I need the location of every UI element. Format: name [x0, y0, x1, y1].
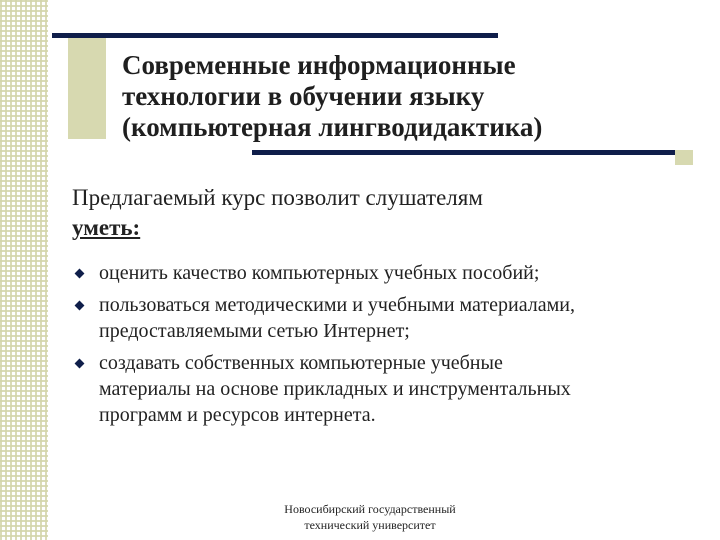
olive-accent-block	[68, 38, 106, 139]
list-item-text: оценить качество компьютерных учебных пособий;	[99, 262, 540, 284]
title-rule-bottom	[252, 150, 675, 155]
list-item	[72, 350, 692, 428]
intro-emphasis-text: уметь:	[72, 215, 141, 240]
list-item-text: пользоваться методическими и учебными материалами,	[99, 294, 575, 316]
list-item	[72, 292, 692, 344]
list-item-text: материалы на основе прикладных и инструментальных	[99, 378, 571, 400]
intro-lead-text: Предлагаемый курс позволит слушателям	[72, 185, 483, 210]
slide-footer	[260, 501, 480, 533]
olive-accent-square	[675, 150, 693, 165]
footer-line: технический университет	[304, 518, 436, 532]
striped-border-decoration	[0, 0, 48, 540]
footer-line: Новосибирский государственный	[284, 502, 456, 516]
list-item-text: создавать собственных компьютерные учебные	[99, 352, 503, 374]
list-item-text: программ и ресурсов интернета.	[99, 404, 376, 426]
diamond-bullet-icon	[75, 359, 85, 369]
slide-title-line: (компьютерная лингводидактика)	[122, 112, 543, 142]
slide-title-line: Современные информационные	[122, 50, 516, 80]
bullet-list	[72, 260, 692, 434]
list-item	[72, 260, 692, 286]
slide-title	[122, 50, 682, 143]
diamond-bullet-icon	[75, 301, 85, 311]
intro-paragraph	[72, 183, 692, 243]
list-item-text: предоставляемыми сетью Интернет;	[99, 320, 410, 342]
diamond-bullet-icon	[75, 269, 85, 279]
slide-title-line: технологии в обучении языку	[122, 81, 485, 111]
title-rule-top	[52, 33, 498, 38]
